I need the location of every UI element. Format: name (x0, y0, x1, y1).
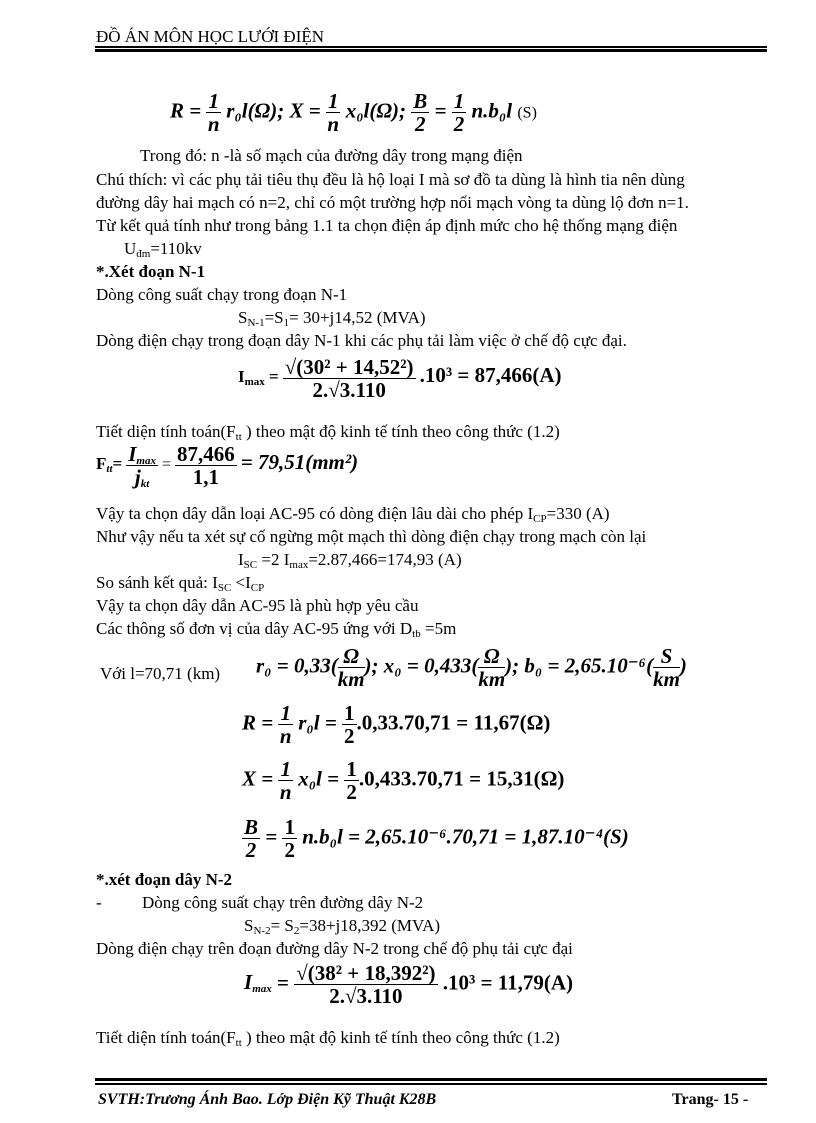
n1-ftt-formula: $F_{tt}=$ $\frac{I_{max}}{j_{kt}}$ = $\frac{87,466}{1,1}$ = 79,51(mm²) (96, 442, 359, 490)
formula-general: R = $\frac{1}{n}$ r₀l(Ω); X = $\frac{1}{n}$ x₀l(Ω); $\frac{B}{2}$ = $\frac{1}{2}$ n.b₀l (S) (170, 89, 537, 136)
n2-dash: - (96, 893, 102, 912)
n1-compare: So sánh kết quả: $I_{SC} <I_{CP}$ (96, 573, 265, 594)
n1-params-formula: r₀ = 0,33( $\frac{\Omega}{km}$ ); x₀ = 0,433( $\frac{\Omega}{km}$ ); b₀ = 2,65.10⁻⁶( $\frac{S}{km}$ ) (256, 644, 687, 691)
n1-R-formula: R = $\frac{1}{n}$ r₀l = $\frac{1}{2}$ .0,33.70,71 = 11,67(Ω) (242, 701, 551, 748)
n1-imax-formula: $I_{max}$ = $\frac{\text{√(30² + 14,52²)}}{2.√3.110}$ .10³ = 87,466(A) (238, 355, 562, 402)
section-n1-heading: *.Xét đoạn N-1 (96, 262, 206, 281)
footer-rule-thick (95, 1078, 767, 1081)
n2-s-value: $S_{N-2}= S_2=38+j18,392$ (MVA) (244, 916, 441, 937)
text-note-1: Chú thích: vì các phụ tải tiêu thụ đều là hộ loại I mà sơ đồ ta dùng là hình tia nên dùng (96, 170, 685, 189)
section-n2-heading: *.xét đoạn dây N-2 (96, 870, 233, 889)
header-rule-thin (95, 46, 767, 48)
text-where-n: Trong đó: n -là số mạch của đường dây trong mạng điện (140, 146, 523, 165)
text-result-line: Từ kết quả tính như trong bảng 1.1 ta chọn điện áp định mức cho hệ thống mạng điện (96, 216, 678, 235)
n1-choose-cable: Vậy ta chọn dây dẫn loại AC-95 có dòng điện lâu dài cho phép $I_{CP}=330$ (A) (96, 504, 610, 525)
text-note-2: đường dây hai mạch có n=2, chỉ có một trường hợp nối mạch vòng ta dùng lộ đơn n=1. (96, 193, 689, 212)
header-rule-thick (95, 49, 767, 52)
footer-rule-thin (95, 1083, 767, 1085)
n1-isc-value: $I_{SC} =2$ $I_{max}=2.87,466=174,93$ (A) (238, 550, 462, 571)
n1-power-flow: Dòng công suất chạy trong đoạn N-1 (96, 285, 348, 304)
n2-current-text: Dòng điện chạy trên đoạn đường dây N-2 trong chế độ phụ tải cực đại (96, 939, 573, 958)
n1-X-formula: X = $\frac{1}{n}$ x₀l = $\frac{1}{2}$ .0,433.70,71 = 15,31(Ω) (242, 757, 565, 804)
n1-fault-text: Như vậy nếu ta xét sự cố ngừng một mạch thì dòng điện chạy trong mạch còn lại (96, 527, 647, 546)
n1-ok-text: Vậy ta chọn dây dẫn AC-95 là phù hợp yêu cầu (96, 596, 419, 615)
n2-section-text: Tiết diện tính $toán(F_{tt}$ ) theo mật độ kinh tế tính theo công thức (1.2) (96, 1028, 560, 1049)
n1-params-text: Các thông số đơn vị của dây AC-95 ứng với $D_{tb} =5m$ (96, 619, 457, 640)
n1-section-text: Tiết diện tính $toán(F_{tt}$ ) theo mật độ kinh tế tính theo công thức (1.2) (96, 422, 560, 443)
text-udm: $U_{đm}=110kv$ (124, 239, 202, 260)
n2-imax-formula: $I_{max}$ = $\frac{\text{√(38² + 18,392²)}}{2.√3.110}$ .10³ = 11,79(A) (244, 961, 574, 1008)
footer-author: SVTH:Trương Ánh Bao. Lớp Điện Kỹ Thuật K28B (98, 1091, 437, 1108)
n1-s-value: $S_{N-1}=S_1= 30+j14,52$ (MVA) (238, 308, 426, 329)
n1-length: Với l=70,71 (km) (100, 664, 221, 683)
n2-power-flow: Dòng công suất chạy trên đường dây N-2 (142, 893, 424, 912)
n1-current-text: Dòng điện chạy trong đoạn dây N-1 khi các phụ tải làm việc ở chế độ cực đại. (96, 331, 627, 350)
n1-B-formula: $\frac{B}{2}$ = $\frac{1}{2}$ n.b₀l = 2,65.10⁻⁶.70,71 = 1,87.10⁻⁴(S) (244, 815, 629, 862)
footer-page-number: Trang- 15 - (672, 1091, 749, 1108)
header-title: ĐỒ ÁN MÔN HỌC LƯỚI ĐIỆN (96, 27, 325, 46)
